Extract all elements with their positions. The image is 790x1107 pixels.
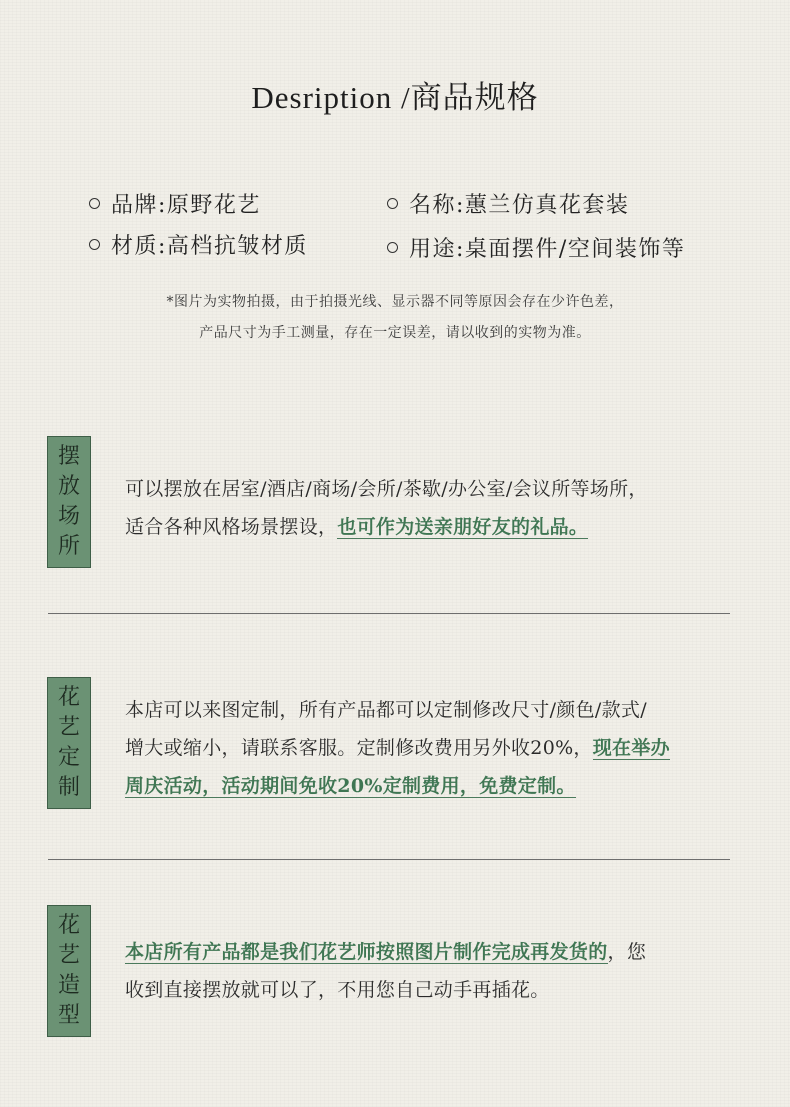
spec-material-text: 材质:高档抗皱材质 (111, 234, 308, 259)
tag-char: 型 (57, 1003, 80, 1028)
tag-char: 场 (57, 504, 80, 529)
section-divider (48, 859, 730, 860)
spec-brand (89, 188, 261, 219)
section-tag-styling (47, 905, 91, 1037)
text-highlight: 现在举办 (592, 737, 670, 759)
disclaimer-line-1: *图片为实物拍摄，由于拍摄光线、显示器不同等原因会存在少许色差， (166, 294, 624, 310)
text-line (125, 933, 755, 971)
bullet-circle-icon (89, 198, 100, 209)
text-line (125, 729, 755, 767)
text-line: 可以摆放在居室/酒店/商场/会所/茶歇/办公室/会议所等场所， (125, 478, 648, 500)
spec-name-text: 名称:蕙兰仿真花套装 (409, 193, 630, 218)
text-highlight: 也可作为送亲朋好友的礼品。 (337, 516, 589, 538)
spec-usage-text: 用途:桌面摆件/空间装饰等 (409, 237, 686, 262)
page-title: Desription /商品规格 (251, 80, 539, 115)
tag-char: 花 (57, 685, 80, 710)
spec-material (89, 229, 308, 260)
section-placement-text (125, 470, 755, 546)
tag-char: 艺 (57, 715, 80, 740)
tag-char: 定 (57, 745, 80, 770)
tag-char: 造 (57, 973, 80, 998)
section-tag-customization (47, 677, 91, 809)
section-tag-placement (47, 436, 91, 568)
bullet-circle-icon (387, 242, 398, 253)
spec-name (387, 188, 629, 219)
text-highlight: 本店所有产品都是我们花艺师按照图片制作完成再发货的 (125, 941, 608, 963)
text-line: 本店可以来图定制，所有产品都可以定制修改尺寸/颜色/款式/ (125, 699, 647, 721)
text-line (125, 508, 755, 546)
bullet-circle-icon (387, 198, 398, 209)
text-highlight: 周庆活动，活动期间免收20%定制费用，免费定制。 (125, 775, 576, 797)
tag-char: 所 (57, 534, 80, 559)
text-line (125, 767, 755, 805)
bullet-circle-icon (89, 239, 100, 250)
tag-char: 摆 (57, 444, 80, 469)
spec-usage (387, 232, 685, 263)
spec-brand-text: 品牌:原野花艺 (111, 193, 261, 218)
tag-char: 花 (57, 913, 80, 938)
tag-char: 艺 (57, 943, 80, 968)
text-line: 收到直接摆放就可以了，不用您自己动手再插花。 (125, 979, 550, 1001)
tag-char: 制 (57, 775, 80, 800)
tag-char: 放 (57, 474, 80, 499)
section-divider (48, 613, 730, 614)
section-styling-text (125, 933, 755, 1009)
disclaimer-line-2: 产品尺寸为手工测量，存在一定误差，请以收到的实物为准。 (199, 325, 591, 341)
text-plain: 适合各种风格场景摆设， (125, 516, 338, 538)
text-plain: ，您 (607, 941, 647, 963)
text-plain: 增大或缩小，请联系客服。定制修改费用另外收20%， (125, 737, 593, 759)
section-customization-text (125, 691, 755, 805)
